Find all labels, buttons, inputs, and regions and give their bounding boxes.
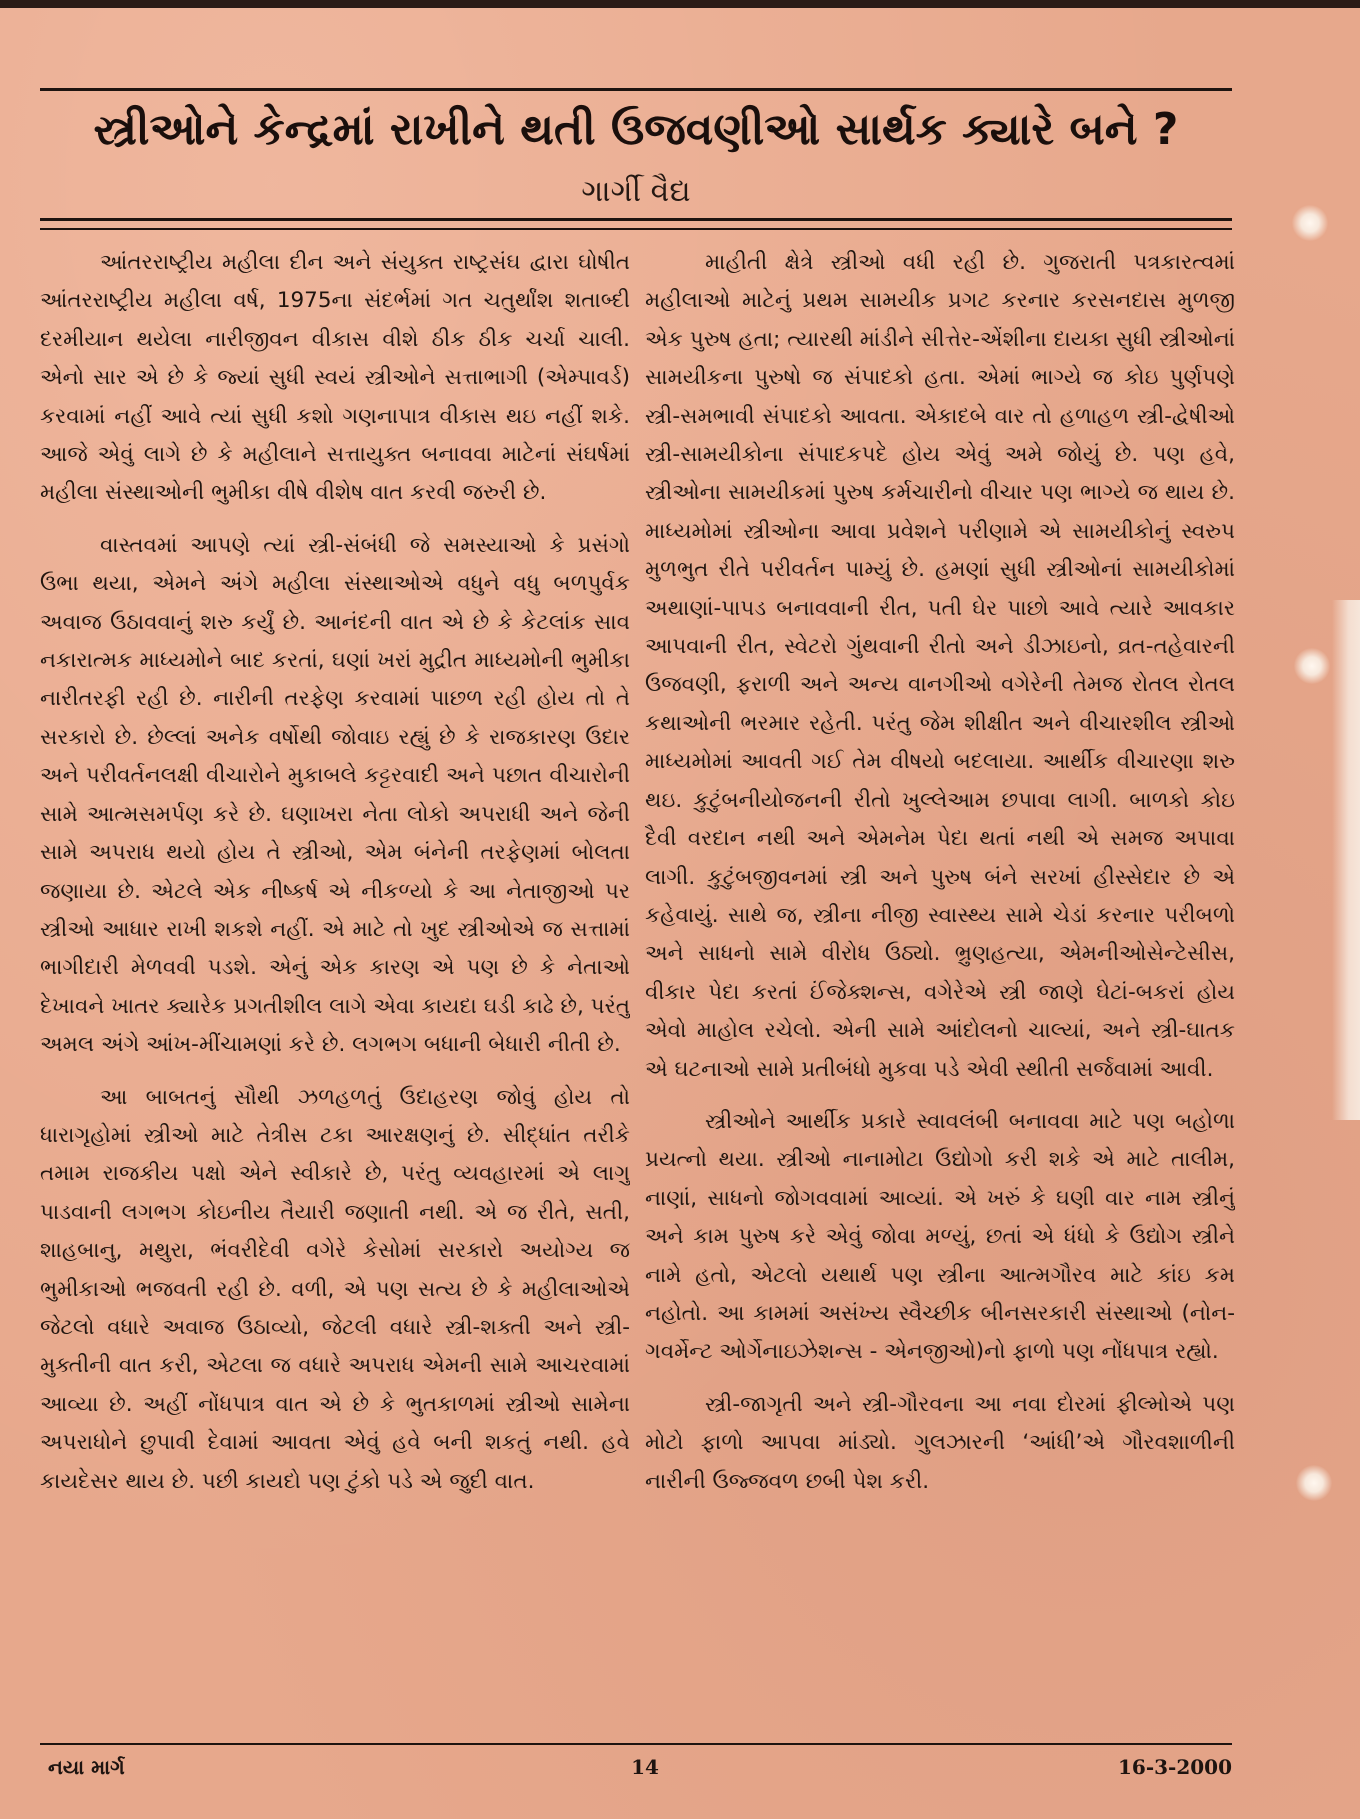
torn-page-edge: [1332, 600, 1360, 1120]
article-author: ગાર્ગી વૈદ્ય: [581, 174, 691, 209]
punch-hole: [1292, 205, 1328, 241]
footer-magazine-name: નયા માર્ગ: [48, 1755, 125, 1779]
byline-rule-upper: [40, 218, 1232, 221]
footer-page-number: 14: [631, 1755, 659, 1779]
page-top-edge: [0, 0, 1360, 8]
paragraph: સ્ત્રી-જાગૃતી અને સ્ત્રી-ગૌરવના આ નવા દોરમાં ફીલ્મોએ પણ મોટો ફાળો આપવા માંડ્યો. ગુલઝારની ‘આંધી’એ ગૌરવશાળીની નારીની ઉજ્જવળ છબી પેશ કરી.: [645, 1391, 1235, 1494]
right-column: [645, 244, 1235, 1729]
paragraph: આ બાબતનું સૌથી ઝળહળતું ઉદાહરણ જોવું હોય તો ધારાગૃહોમાં સ્ત્રીઓ માટે તેત્રીસ ટકા આરક્ષણનું છે. સીદ્ધાંત તરીકે તમામ રાજકીય પક્ષો એને સ્વીકારે છે, પરંતુ વ્યવહારમાં એ લાગુ પાડવાની લગભગ કોઇનીય તૈયારી જણાતી નથી. એ જ રીતે, સતી, શાહબાનુ, મથુરા, ભંવરીદેવી વગેરે કેસોમાં સરકારો અયોગ્ય જ ભુમીકાઓ ભજવતી રહી છે. વળી, એ પણ સત્ય છે કે મહીલાઓએ જેટલો વધારે અવાજ ઉઠાવ્યો, જેટલી વધારે સ્ત્રી-શક્તી અને સ્ત્રી-મુક્તીની વાત કરી, એટલા જ વધારે અપરાધ એમની સામે આચરવામાં આવ્યા છે. અહીં નોંધપાત્ર વાત એ છે કે ભુતકાળમાં સ્ત્રીઓ સામેના અપરાધોને છુપાવી દેવામાં આવતા એવું હવે બની શકતું નથી. હવે કાયદેસર થાય છે. પછી કાયદો પણ ટુંકો પડે એ જુદી વાત.: [40, 1084, 630, 1494]
article-title: સ્ત્રીઓને કેન્દ્રમાં રાખીને થતી ઉજવણીઓ સાર્થક ક્યારે બને ?: [93, 104, 1179, 155]
footer-rule: [40, 1743, 1232, 1745]
paragraph: સ્ત્રીઓને આર્થીક પ્રકારે સ્વાવલંબી બનાવવા માટે પણ બહોળા પ્રયત્નો થયા. સ્ત્રીઓ નાનામોટા ઉદ્યોગો કરી શકે એ માટે તાલીમ, નાણાં, સાધનો જોગવવામાં આવ્યાં. એ ખરું કે ઘણી વાર નામ સ્ત્રીનું અને કામ પુરુષ કરે એવું જોવા મળ્યું, છતાં એ ધંધો કે ઉદ્યોગ સ્ત્રીને નામે હતો, એટલો યથાર્થ પણ સ્ત્રીના આત્મગૌરવ માટે કાંઇ કમ નહોતો. આ કામમાં અસંખ્ય સ્વૈચ્છીક બીનસરકારી સંસ્થાઓ (નોન-ગવર્મેન્ટ ઓર્ગેનાઇઝેશન્સ - એનજીઓ)નો ફાળો પણ નોંધપાત્ર રહ્યો.: [645, 1108, 1235, 1365]
punch-hole: [1294, 648, 1330, 684]
byline-rule-lower: [40, 228, 1232, 230]
footer-date: 16-3-2000: [1117, 1755, 1232, 1779]
paragraph: આંતરરાષ્ટ્રીય મહીલા દીન અને સંયુક્ત રાષ્ટ્રસંઘ દ્વારા ઘોષીત આંતરરાષ્ટ્રીય મહીલા વર્ષ, 1975ના સંદર્ભમાં ગત ચતુર્થાંશ શતાબ્દી દરમીયાન થયેલા નારીજીવન વીકાસ વીશે ઠીક ઠીક ચર્ચા ચાલી. એનો સાર એ છે કે જ્યાં સુધી સ્વયં સ્ત્રીઓને સત્તાભાગી (એમ્પાવર્ડ) કરવામાં નહીં આવે ત્યાં સુધી કશો ગણનાપાત્ર વીકાસ થઇ નહીં શકે. આજે એવું લાગે છે કે મહીલાને સત્તાયુક્ત બનાવવા માટેનાં સંઘર્ષમાં મહીલા સંસ્થાઓની ભુમીકા વીષે વીશેષ વાત કરવી જરુરી છે.: [40, 250, 630, 506]
left-column: [40, 244, 630, 1729]
paragraph: વાસ્તવમાં આપણે ત્યાં સ્ત્રી-સંબંધી જે સમસ્યાઓ કે પ્રસંગો ઉભા થયા, એમને અંગે મહીલા સંસ્થાઓએ વધુને વધુ બળપુર્વક અવાજ ઉઠાવવાનું શરુ કર્યું છે. આનંદની વાત એ છે કે કેટલાંક સાવ નકારાત્મક માધ્યમોને બાદ કરતાં, ઘણાં ખરાં મુદ્રીત માધ્યમોની ભુમીકા નારીતરફી રહી છે. નારીની તરફેણ કરવામાં પાછળ રહી હોય તો તે સરકારો છે. છેલ્લાં અનેક વર્ષોથી જોવાઇ રહ્યું છે કે રાજકારણ ઉદાર અને પરીવર્તનલક્ષી વીચારોને મુકાબલે કટ્ટરવાદી અને પછાત વીચારોની સામે આત્મસમર્પણ કરે છે. ઘણાખરા નેતા લોકો અપરાધી અને જેની સામે અપરાધ થયો હોય તે સ્ત્રીઓ, એમ બંનેની તરફેણમાં બોલતા જણાયા છે. એટલે એક નીષ્કર્ષ એ નીકળ્યો કે આ નેતાજીઓ પર સ્ત્રીઓ આધાર રાખી શકશે નહીં. એ માટે તો ખુદ સ્ત્રીઓએ જ સત્તામાં ભાગીદારી મેળવવી પડશે. એનું એક કારણ એ પણ છે કે નેતાઓ દેખાવને ખાતર ક્યારેક પ્રગતીશીલ લાગે એવા કાયદા ઘડી કાઢે છે, પરંતુ અમલ અંગે આંખ-મીંચામણાં કરે છે. લગભગ બધાની બેધારી નીતી છે.: [40, 532, 630, 1058]
paragraph: માહીતી ક્ષેત્રે સ્ત્રીઓ વધી રહી છે. ગુજરાતી પત્રકારત્વમાં મહીલાઓ માટેનું પ્રથમ સામયીક પ્રગટ કરનાર કરસનદાસ મુળજી એક પુરુષ હતા; ત્યારથી માંડીને સીત્તેર-એંશીના દાયકા સુધી સ્ત્રીઓનાં સામયીકના પુરુષો જ સંપાદકો હતા. એમાં ભાગ્યે જ કોઇ પુર્ણપણે સ્ત્રી-સમભાવી સંપાદકો આવતા. એકાદબે વાર તો હળાહળ સ્ત્રી-દ્વેષીઓ સ્ત્રી-સામયીકોના સંપાદકપદે હોય એવું અમે જોયું છે. પણ હવે, સ્ત્રીઓના સામયીકમાં પુરુષ કર્મચારીનો વીચાર પણ ભાગ્યે જ થાય છે. માધ્યમોમાં સ્ત્રીઓના આવા પ્રવેશને પરીણામે એ સામયીકોનું સ્વરુપ મુળભુત રીતે પરીવર્તન પામ્યું છે. હમણાં સુધી સ્ત્રીઓનાં સામયીકોમાં અથાણાં-પાપડ બનાવવાની રીત, પતી ઘેર પાછો આવે ત્યારે આવકાર આપવાની રીત, સ્વેટરો ગુંથવાની રીતો અને ડીઝાઇનો, વ્રત-તહેવારની ઉજવણી, ફરાળી અને અન્ય વાનગીઓ વગેરેની તેમજ રોતલ રોતલ કથાઓની ભરમાર રહેતી. પરંતુ જેમ શીક્ષીત અને વીચારશીલ સ્ત્રીઓ માધ્યમોમાં આવતી ગઈ તેમ વીષયો બદલાયા. આર્થીક વીચારણા શરુ થઇ. કુટુંબનીયોજનની રીતો ખુલ્લેઆમ છપાવા લાગી. બાળકો કોઇ દૈવી વરદાન નથી અને એમનેમ પેદા થતાં નથી એ સમજ અપાવા લાગી. કુટુંબજીવનમાં સ્ત્રી અને પુરુષ બંને સરખાં હીસ્સેદાર છે એ કહેવાયું. સાથે જ, સ્ત્રીના નીજી સ્વાસ્થ્ય સામે ચેડાં કરનાર પરીબળો અને સાધનો સામે વીરોધ ઉઠ્યો. ભ્રુણહત્યા, એમનીઓસેન્ટેસીસ, વીકાર પેદા કરતાં ઈંજેક્શન્સ, વગેરેએ સ્ત્રી જાણે ઘેટાં-બકરાં હોય એવો માહોલ રચેલો. એની સામે આંદોલનો ચાલ્યાં, અને સ્ત્રી-ઘાતક એ ઘટનાઓ સામે પ્રતીબંધો મુકવા પડે એવી સ્થીતી સર્જવામાં આવી.: [645, 250, 1235, 1082]
headline-top-rule: [40, 88, 1232, 91]
punch-hole: [1296, 1465, 1332, 1501]
